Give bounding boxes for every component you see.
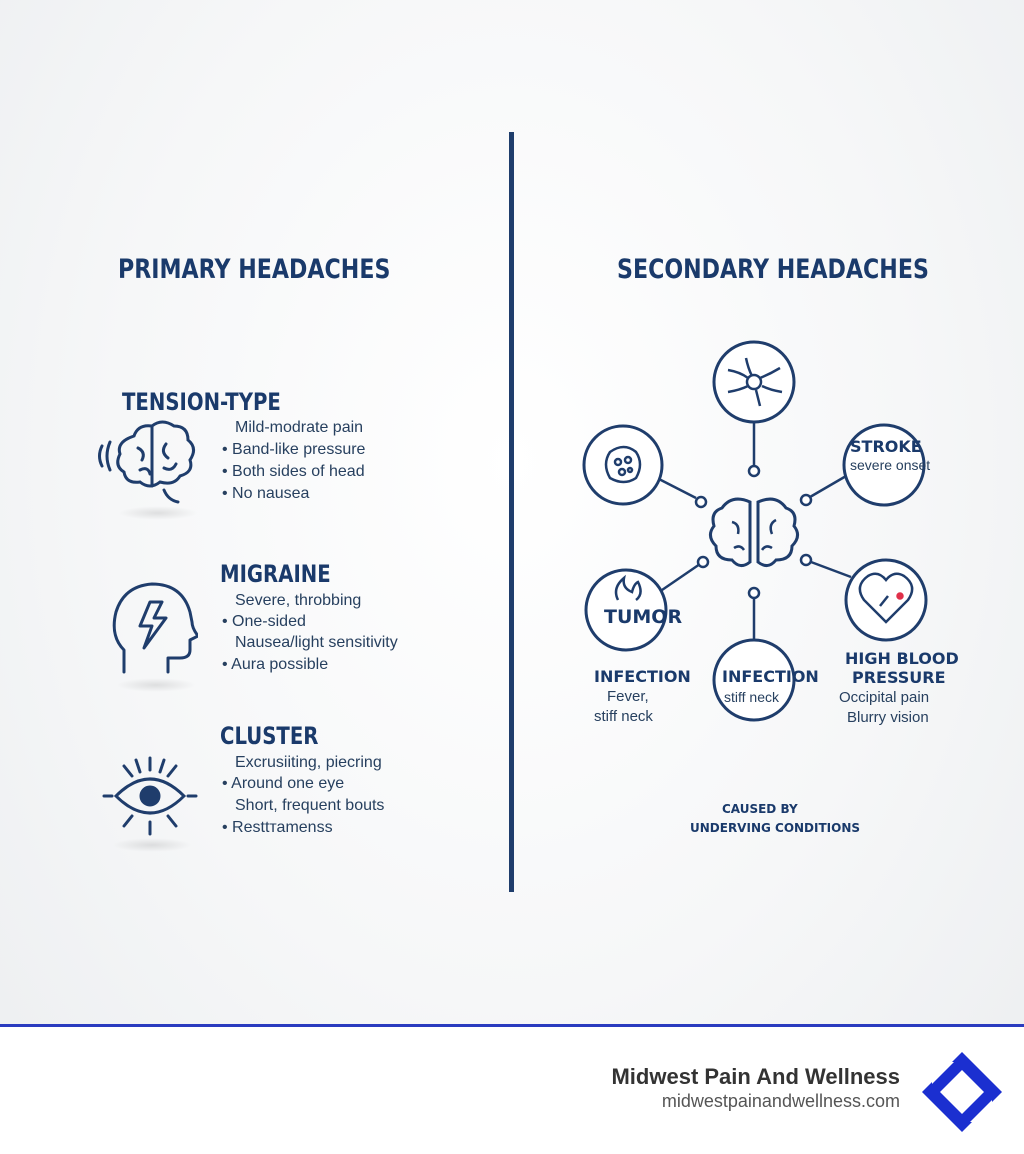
high-bp-title-1: HIGH BLOOD [845, 649, 959, 668]
secondary-title: SECONDARY HEADACHES [617, 254, 929, 285]
eye-icon [102, 754, 198, 838]
head-lightning-icon [108, 580, 198, 680]
nerve-node-circle [714, 342, 794, 422]
tumor-title: TUMOR [604, 606, 683, 628]
tension-line-3: • Both sides of head [222, 463, 365, 480]
tension-line-1: Mild-modrate pain [235, 419, 364, 436]
cluster-shadow [112, 838, 192, 852]
brain-icon [94, 418, 204, 508]
cluster-title: CLUSTER [220, 722, 319, 750]
infection-circle-title: INFECTION [722, 667, 819, 686]
stroke-title: STROKE [850, 437, 922, 456]
caption-line-2: UNDERVING CONDITIONS [690, 821, 861, 835]
center-divider [509, 132, 514, 892]
footer-rule [0, 1024, 1024, 1027]
migraine-line-1: Severe, throbbing [235, 592, 362, 609]
infection-left-line-1: Fever, [607, 688, 649, 705]
migraine-line-4: • Aura possible [222, 656, 329, 673]
infection-left-title: INFECTION [594, 667, 691, 686]
high-bp-title-2: PRESSURE [852, 668, 946, 687]
migraine-title: MIGRAINE [220, 560, 331, 588]
tension-shadow [118, 506, 198, 520]
brand-url[interactable]: midwestpainandwellness.com [661, 1091, 900, 1111]
company-logo [920, 1050, 1004, 1134]
cluster-line-4: • Resttтаmenss [222, 819, 333, 836]
cell-node-circle [584, 426, 662, 504]
migraine-line-2: • One-sided [222, 613, 306, 630]
cluster-line-1: Excrusiiting, piecring [235, 754, 382, 771]
cluster-line-3: Short, frequent bouts [235, 797, 385, 814]
cluster-line-2: • Around one eye [222, 775, 345, 792]
secondary-network-diagram [560, 330, 960, 750]
primary-title: PRIMARY HEADACHES [118, 254, 391, 285]
high-bp-line-2: Blurry vision [847, 709, 929, 726]
caption-line-1: CAUSED BY [722, 802, 798, 816]
high-bp-line-1: Occipital pain [839, 689, 930, 706]
tension-line-4: • No nausea [222, 485, 310, 502]
tension-line-2: • Band-like pressure [222, 441, 366, 458]
stroke-sub: severe onset [850, 457, 931, 473]
infection-circle-sub: stiff neck [724, 689, 779, 705]
infection-left-line-2: stiff neck [594, 708, 653, 725]
brand-name: Midwest Pain And Wellness [611, 1064, 900, 1089]
tension-type-title: TENSION-TYPE [122, 388, 281, 416]
migraine-shadow [116, 678, 196, 692]
migraine-line-3: Nausea/light sensitivity [235, 634, 398, 651]
